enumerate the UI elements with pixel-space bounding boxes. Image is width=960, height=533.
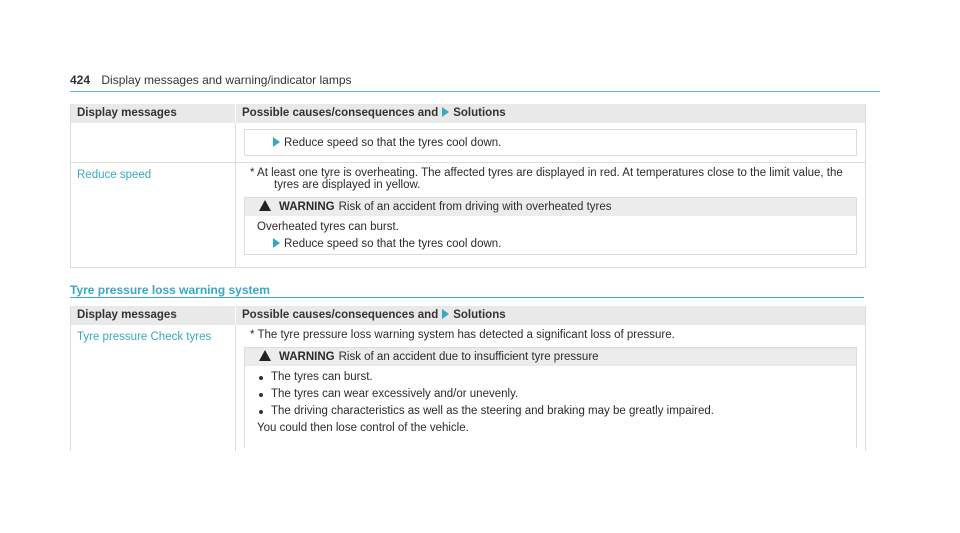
col-causes-label: Possible causes/consequences and xyxy=(242,309,439,321)
warning-text: Risk of an accident from driving with overheated tyres xyxy=(338,201,612,213)
step-text: Reduce speed so that the tyres cool down. xyxy=(284,238,502,250)
box-text: Overheated tyres can burst. xyxy=(257,221,399,233)
warning-bar xyxy=(245,198,856,216)
message-cell: Reduce speed xyxy=(77,169,152,181)
warning-box xyxy=(244,347,857,448)
col-display-messages: Display messages xyxy=(77,107,177,119)
page-header-title: Display messages and warning/indicator lamps xyxy=(101,73,352,87)
message-cell: Tyre pressure Check tyres xyxy=(77,331,212,343)
arrow-icon xyxy=(273,238,280,248)
messages-table-2 xyxy=(70,306,866,451)
step-text: Reduce speed so that the tyres cool down. xyxy=(284,137,502,149)
list-item: The tyres can wear excessively and/or unevenly. xyxy=(245,383,856,400)
warning-label: WARNING xyxy=(279,201,335,213)
warning-label: WARNING xyxy=(279,351,335,363)
cause-text: * The tyre pressure loss warning system has detected a significant loss of pressure. xyxy=(250,329,675,341)
section-rule xyxy=(70,297,864,298)
page-number: 424 xyxy=(70,73,91,87)
step-item xyxy=(245,130,856,149)
col-display-messages: Display messages xyxy=(77,309,177,321)
list-item: The tyres can burst. xyxy=(245,366,856,383)
warning-icon xyxy=(259,350,271,361)
arrow-icon xyxy=(442,107,449,117)
table-row xyxy=(71,325,865,451)
cause-line: tyres are displayed in yellow. xyxy=(274,179,421,191)
table-row xyxy=(71,163,865,268)
cause-text xyxy=(250,167,857,191)
cause-line: * At least one tyre is overheating. The affected tyres are displayed in red. At temperatures close to the limit value, the xyxy=(250,167,843,179)
arrow-icon xyxy=(273,137,280,147)
section-title: Tyre pressure loss warning system xyxy=(70,283,270,297)
header-rule xyxy=(70,91,880,92)
box-text: You could then lose control of the vehicle. xyxy=(257,422,469,434)
table-header xyxy=(71,104,865,123)
cause-cell xyxy=(235,325,865,451)
warning-bar xyxy=(245,348,856,366)
col-solutions-label: Solutions xyxy=(453,309,506,321)
table-header xyxy=(71,306,865,325)
col-causes-label: Possible causes/consequences and xyxy=(242,107,439,119)
arrow-icon xyxy=(442,309,449,319)
messages-table-1 xyxy=(70,104,866,268)
cause-cell xyxy=(235,123,865,162)
list-item: The driving characteristics as well as the steering and braking may be greatly impaired. xyxy=(245,400,856,417)
message-cell xyxy=(71,123,235,162)
col-causes-solutions xyxy=(235,306,865,325)
col-solutions-label: Solutions xyxy=(453,107,506,119)
table-row xyxy=(71,123,865,163)
warning-box xyxy=(244,197,857,255)
col-causes-solutions xyxy=(235,104,865,123)
warning-icon xyxy=(259,200,271,211)
step-item xyxy=(245,233,856,250)
page-header xyxy=(70,73,352,87)
warning-text: Risk of an accident due to insufficient tyre pressure xyxy=(338,351,599,363)
cause-cell xyxy=(235,163,865,267)
step-box xyxy=(244,129,857,156)
